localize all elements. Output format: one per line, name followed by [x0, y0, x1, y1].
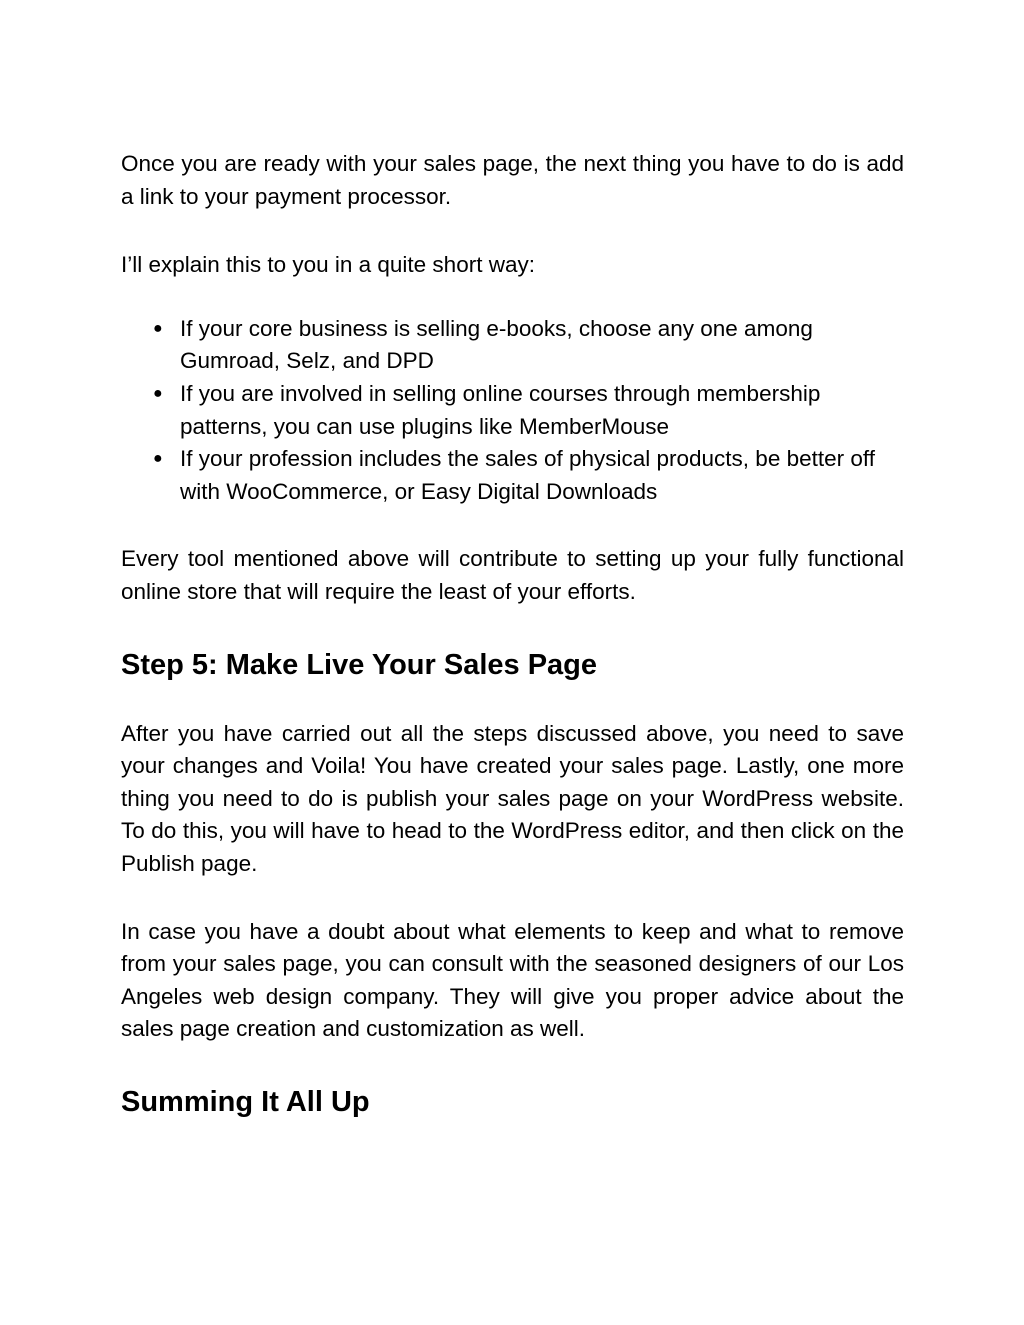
bullet-icon: ● [153, 384, 163, 402]
section-heading-summary: Summing It All Up [121, 1085, 370, 1118]
list-item-text: If your core business is selling e-books, choose any one among Gumroad, Selz, and DPD [180, 315, 813, 374]
bullet-icon: ● [153, 450, 163, 468]
list-item-text: If your profession includes the sales of physical products, be better off with WooCommerce, or Easy Digital Downloads [180, 446, 875, 504]
payment-options-list [121, 313, 904, 509]
bullet-icon: ● [153, 319, 163, 337]
tools-paragraph: Every tool mentioned above will contribute to setting up your fully functional online store that will require the least of your efforts. [121, 546, 904, 604]
step5-paragraph-2: In case you have a doubt about what elements to keep and what to remove from your sales page, you can consult with the seasoned designers of our Los Angeles web design company. They will give you proper advice about the sales page creation and customization as well. [121, 918, 904, 1042]
document-page [121, 148, 904, 1119]
list-item [121, 313, 904, 378]
list-item [121, 443, 904, 508]
intro-lead-paragraph: I’ll explain this to you in a quite short way: [121, 252, 535, 278]
list-item [121, 378, 904, 443]
intro-paragraph: Once you are ready with your sales page, the next thing you have to do is add a link to your payment processor. [121, 151, 904, 209]
section-heading-step5: Step 5: Make Live Your Sales Page [121, 648, 598, 681]
list-item-text: If you are involved in selling online courses through membership patterns, you can use plugins like MemberMouse [180, 380, 821, 439]
step5-paragraph-1: After you have carried out all the steps discussed above, you need to save your changes and Voila! You have created your sales page. Lastly, one more thing you need to do is publish your sales page on your WordPress website. To do this, you will have to head to the WordPress editor, and then click on the Publish page. [121, 720, 904, 876]
